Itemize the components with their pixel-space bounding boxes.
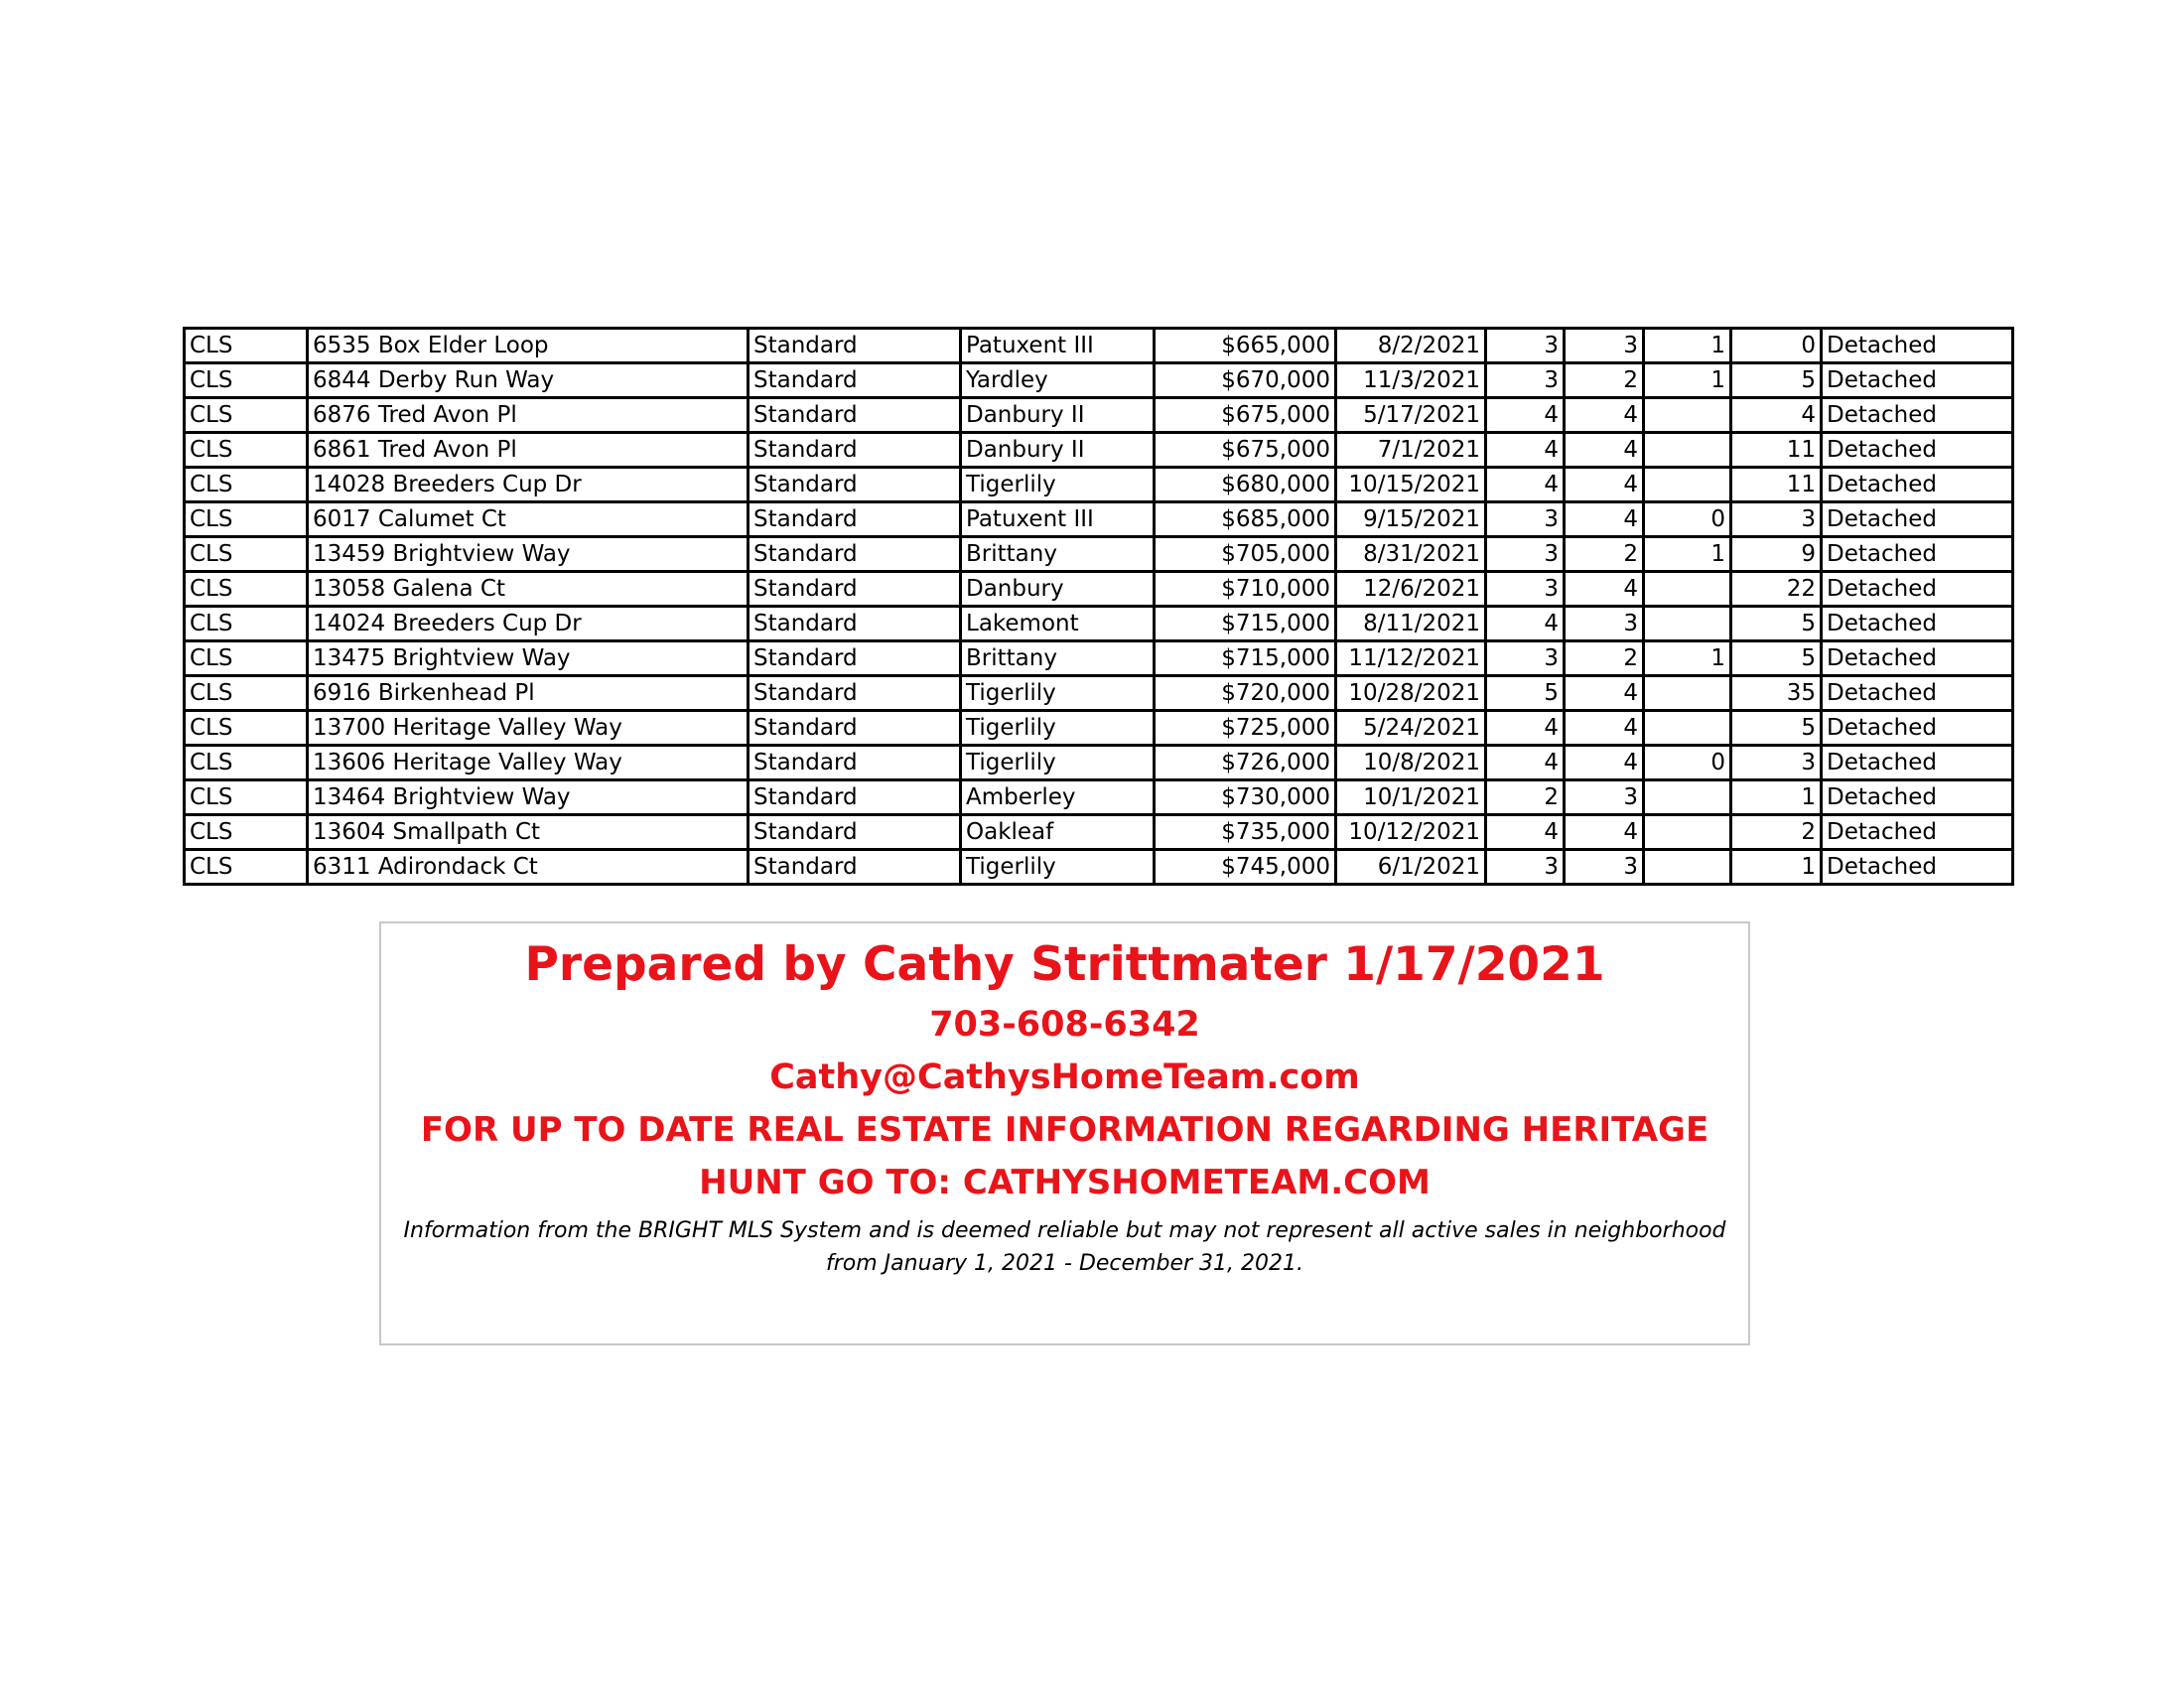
- table-row: [185, 398, 2013, 433]
- cell-full-baths: 4: [1565, 502, 1644, 537]
- cell-style: Detached: [1822, 711, 2013, 746]
- cell-full-baths: 3: [1565, 329, 1644, 363]
- cell-half-baths: 1: [1644, 363, 1731, 398]
- cell-sale-type: Standard: [749, 746, 961, 780]
- table-row: [185, 780, 2013, 815]
- cell-address: 14024 Breeders Cup Dr: [308, 607, 749, 641]
- cell-half-baths: 0: [1644, 502, 1731, 537]
- cell-status: CLS: [185, 502, 308, 537]
- table-row: [185, 572, 2013, 607]
- sales-table-body: [185, 329, 2013, 885]
- sales-table: [183, 327, 2014, 886]
- cell-status: CLS: [185, 641, 308, 676]
- cell-model: Danbury II: [961, 433, 1155, 468]
- cell-full-baths: 4: [1565, 711, 1644, 746]
- cell-price: $735,000: [1155, 815, 1336, 850]
- cell-days-on-market: 5: [1731, 641, 1822, 676]
- cell-half-baths: [1644, 815, 1731, 850]
- cell-days-on-market: 1: [1731, 850, 1822, 885]
- cell-address: 6916 Birkenhead Pl: [308, 676, 749, 711]
- disclaimer: Information from the BRIGHT MLS System and is deemed reliable but may not represent all active sales in neighborhood from January 1, 2021 - December 31, 2021.: [403, 1218, 1726, 1276]
- cell-price: $730,000: [1155, 780, 1336, 815]
- cell-address: 13058 Galena Ct: [308, 572, 749, 607]
- cell-full-baths: 4: [1565, 815, 1644, 850]
- cell-sale-type: Standard: [749, 815, 961, 850]
- cell-days-on-market: 9: [1731, 537, 1822, 572]
- cell-bedrooms: 5: [1486, 676, 1565, 711]
- cell-style: Detached: [1822, 363, 2013, 398]
- cell-address: 13604 Smallpath Ct: [308, 815, 749, 850]
- table-row: [185, 433, 2013, 468]
- cell-status: CLS: [185, 780, 308, 815]
- cell-model: Danbury: [961, 572, 1155, 607]
- cell-style: Detached: [1822, 502, 2013, 537]
- cell-style: Detached: [1822, 676, 2013, 711]
- email-address: Cathy@CathysHomeTeam.com: [769, 1057, 1360, 1097]
- cell-date: 11/12/2021: [1336, 641, 1486, 676]
- cell-status: CLS: [185, 815, 308, 850]
- cell-days-on-market: 35: [1731, 676, 1822, 711]
- cell-full-baths: 4: [1565, 676, 1644, 711]
- cell-half-baths: [1644, 572, 1731, 607]
- cell-price: $720,000: [1155, 676, 1336, 711]
- cell-days-on-market: 3: [1731, 502, 1822, 537]
- cell-date: 10/1/2021: [1336, 780, 1486, 815]
- cell-price: $685,000: [1155, 502, 1336, 537]
- cell-bedrooms: 3: [1486, 641, 1565, 676]
- cell-price: $675,000: [1155, 433, 1336, 468]
- cell-sale-type: Standard: [749, 502, 961, 537]
- cell-half-baths: 0: [1644, 746, 1731, 780]
- cell-model: Brittany: [961, 537, 1155, 572]
- cell-style: Detached: [1822, 468, 2013, 502]
- cell-model: Oakleaf: [961, 815, 1155, 850]
- cell-model: Amberley: [961, 780, 1155, 815]
- cell-date: 11/3/2021: [1336, 363, 1486, 398]
- cell-address: 6876 Tred Avon Pl: [308, 398, 749, 433]
- cell-date: 8/2/2021: [1336, 329, 1486, 363]
- cell-style: Detached: [1822, 572, 2013, 607]
- cell-model: Patuxent III: [961, 502, 1155, 537]
- table-row: [185, 815, 2013, 850]
- cell-half-baths: [1644, 433, 1731, 468]
- cell-half-baths: [1644, 468, 1731, 502]
- cell-days-on-market: 3: [1731, 746, 1822, 780]
- cell-date: 6/1/2021: [1336, 850, 1486, 885]
- cell-date: 7/1/2021: [1336, 433, 1486, 468]
- cell-sale-type: Standard: [749, 676, 961, 711]
- cell-sale-type: Standard: [749, 363, 961, 398]
- cell-days-on-market: 5: [1731, 607, 1822, 641]
- cell-bedrooms: 4: [1486, 433, 1565, 468]
- cell-address: 13464 Brightview Way: [308, 780, 749, 815]
- cell-status: CLS: [185, 850, 308, 885]
- cell-price: $745,000: [1155, 850, 1336, 885]
- cell-days-on-market: 11: [1731, 433, 1822, 468]
- cell-half-baths: [1644, 607, 1731, 641]
- cell-address: 6311 Adirondack Ct: [308, 850, 749, 885]
- cell-full-baths: 4: [1565, 468, 1644, 502]
- cell-half-baths: [1644, 780, 1731, 815]
- cell-address: 13475 Brightview Way: [308, 641, 749, 676]
- phone-number: 703-608-6342: [929, 1005, 1200, 1045]
- cell-address: 13606 Heritage Valley Way: [308, 746, 749, 780]
- cell-full-baths: 4: [1565, 398, 1644, 433]
- cell-full-baths: 3: [1565, 607, 1644, 641]
- cell-sale-type: Standard: [749, 711, 961, 746]
- cell-address: 6535 Box Elder Loop: [308, 329, 749, 363]
- cell-model: Tigerlily: [961, 711, 1155, 746]
- cell-style: Detached: [1822, 537, 2013, 572]
- cell-bedrooms: 4: [1486, 746, 1565, 780]
- cell-status: CLS: [185, 363, 308, 398]
- cell-bedrooms: 4: [1486, 815, 1565, 850]
- cell-full-baths: 3: [1565, 780, 1644, 815]
- cell-date: 5/24/2021: [1336, 711, 1486, 746]
- cell-full-baths: 2: [1565, 641, 1644, 676]
- cell-date: 10/8/2021: [1336, 746, 1486, 780]
- table-row: [185, 607, 2013, 641]
- cta-line-1: FOR UP TO DATE REAL ESTATE INFORMATION REGARDING HERITAGE: [420, 1110, 1709, 1150]
- table-row: [185, 676, 2013, 711]
- cell-status: CLS: [185, 537, 308, 572]
- cell-date: 12/6/2021: [1336, 572, 1486, 607]
- cell-model: Tigerlily: [961, 468, 1155, 502]
- cell-status: CLS: [185, 746, 308, 780]
- cell-days-on-market: 22: [1731, 572, 1822, 607]
- cell-model: Yardley: [961, 363, 1155, 398]
- cell-price: $665,000: [1155, 329, 1336, 363]
- cell-style: Detached: [1822, 398, 2013, 433]
- cell-days-on-market: 11: [1731, 468, 1822, 502]
- cell-sale-type: Standard: [749, 398, 961, 433]
- cell-status: CLS: [185, 711, 308, 746]
- cell-address: 6017 Calumet Ct: [308, 502, 749, 537]
- cell-bedrooms: 3: [1486, 572, 1565, 607]
- cell-date: 8/11/2021: [1336, 607, 1486, 641]
- cell-half-baths: [1644, 711, 1731, 746]
- table-row: [185, 468, 2013, 502]
- cell-model: Patuxent III: [961, 329, 1155, 363]
- cell-sale-type: Standard: [749, 641, 961, 676]
- table-row: [185, 711, 2013, 746]
- cell-full-baths: 3: [1565, 850, 1644, 885]
- cell-bedrooms: 3: [1486, 537, 1565, 572]
- cell-days-on-market: 2: [1731, 815, 1822, 850]
- cell-price: $715,000: [1155, 641, 1336, 676]
- cell-full-baths: 2: [1565, 363, 1644, 398]
- cell-date: 10/15/2021: [1336, 468, 1486, 502]
- cell-model: Tigerlily: [961, 676, 1155, 711]
- cell-bedrooms: 3: [1486, 850, 1565, 885]
- cell-date: 5/17/2021: [1336, 398, 1486, 433]
- cell-half-baths: 1: [1644, 329, 1731, 363]
- cell-style: Detached: [1822, 329, 2013, 363]
- info-box: [379, 921, 1750, 1345]
- cell-style: Detached: [1822, 746, 2013, 780]
- cell-address: 13700 Heritage Valley Way: [308, 711, 749, 746]
- cell-status: CLS: [185, 329, 308, 363]
- cell-date: 8/31/2021: [1336, 537, 1486, 572]
- cell-bedrooms: 3: [1486, 502, 1565, 537]
- preparer-line: Prepared by Cathy Strittmater 1/17/2021: [524, 937, 1605, 992]
- cell-date: 9/15/2021: [1336, 502, 1486, 537]
- cell-bedrooms: 3: [1486, 329, 1565, 363]
- cell-style: Detached: [1822, 641, 2013, 676]
- cell-full-baths: 4: [1565, 746, 1644, 780]
- cell-model: Brittany: [961, 641, 1155, 676]
- cell-sale-type: Standard: [749, 329, 961, 363]
- cell-half-baths: 1: [1644, 641, 1731, 676]
- table-row: [185, 746, 2013, 780]
- table-row: [185, 850, 2013, 885]
- cell-status: CLS: [185, 468, 308, 502]
- cell-style: Detached: [1822, 815, 2013, 850]
- cell-price: $675,000: [1155, 398, 1336, 433]
- cell-days-on-market: 5: [1731, 711, 1822, 746]
- cell-status: CLS: [185, 572, 308, 607]
- cell-status: CLS: [185, 607, 308, 641]
- cell-half-baths: 1: [1644, 537, 1731, 572]
- cell-price: $725,000: [1155, 711, 1336, 746]
- cell-sale-type: Standard: [749, 572, 961, 607]
- cell-sale-type: Standard: [749, 537, 961, 572]
- cell-days-on-market: 4: [1731, 398, 1822, 433]
- cell-half-baths: [1644, 676, 1731, 711]
- cell-style: Detached: [1822, 850, 2013, 885]
- cell-sale-type: Standard: [749, 607, 961, 641]
- cell-date: 10/28/2021: [1336, 676, 1486, 711]
- cell-status: CLS: [185, 676, 308, 711]
- cell-sale-type: Standard: [749, 780, 961, 815]
- table-row: [185, 641, 2013, 676]
- cell-address: 6844 Derby Run Way: [308, 363, 749, 398]
- cell-price: $705,000: [1155, 537, 1336, 572]
- cell-bedrooms: 2: [1486, 780, 1565, 815]
- cell-bedrooms: 4: [1486, 468, 1565, 502]
- cell-status: CLS: [185, 398, 308, 433]
- cell-price: $715,000: [1155, 607, 1336, 641]
- cell-address: 13459 Brightview Way: [308, 537, 749, 572]
- cell-full-baths: 4: [1565, 433, 1644, 468]
- cell-days-on-market: 0: [1731, 329, 1822, 363]
- cell-sale-type: Standard: [749, 850, 961, 885]
- cell-address: 6861 Tred Avon Pl: [308, 433, 749, 468]
- cell-model: Lakemont: [961, 607, 1155, 641]
- cell-days-on-market: 1: [1731, 780, 1822, 815]
- cell-half-baths: [1644, 398, 1731, 433]
- cell-price: $710,000: [1155, 572, 1336, 607]
- table-row: [185, 329, 2013, 363]
- cell-model: Danbury II: [961, 398, 1155, 433]
- cell-bedrooms: 3: [1486, 363, 1565, 398]
- cell-style: Detached: [1822, 607, 2013, 641]
- cell-price: $680,000: [1155, 468, 1336, 502]
- cta-line-2: HUNT GO TO: CATHYSHOMETEAM.COM: [699, 1163, 1431, 1202]
- cell-half-baths: [1644, 850, 1731, 885]
- cell-date: 10/12/2021: [1336, 815, 1486, 850]
- cell-status: CLS: [185, 433, 308, 468]
- cell-sale-type: Standard: [749, 468, 961, 502]
- cell-style: Detached: [1822, 780, 2013, 815]
- cell-price: $726,000: [1155, 746, 1336, 780]
- cell-days-on-market: 5: [1731, 363, 1822, 398]
- cell-price: $670,000: [1155, 363, 1336, 398]
- cell-address: 14028 Breeders Cup Dr: [308, 468, 749, 502]
- table-row: [185, 502, 2013, 537]
- cell-bedrooms: 4: [1486, 398, 1565, 433]
- cell-model: Tigerlily: [961, 746, 1155, 780]
- cell-sale-type: Standard: [749, 433, 961, 468]
- table-row: [185, 363, 2013, 398]
- cell-full-baths: 4: [1565, 572, 1644, 607]
- table-row: [185, 537, 2013, 572]
- cell-full-baths: 2: [1565, 537, 1644, 572]
- cell-bedrooms: 4: [1486, 607, 1565, 641]
- cell-bedrooms: 4: [1486, 711, 1565, 746]
- cell-style: Detached: [1822, 433, 2013, 468]
- cell-model: Tigerlily: [961, 850, 1155, 885]
